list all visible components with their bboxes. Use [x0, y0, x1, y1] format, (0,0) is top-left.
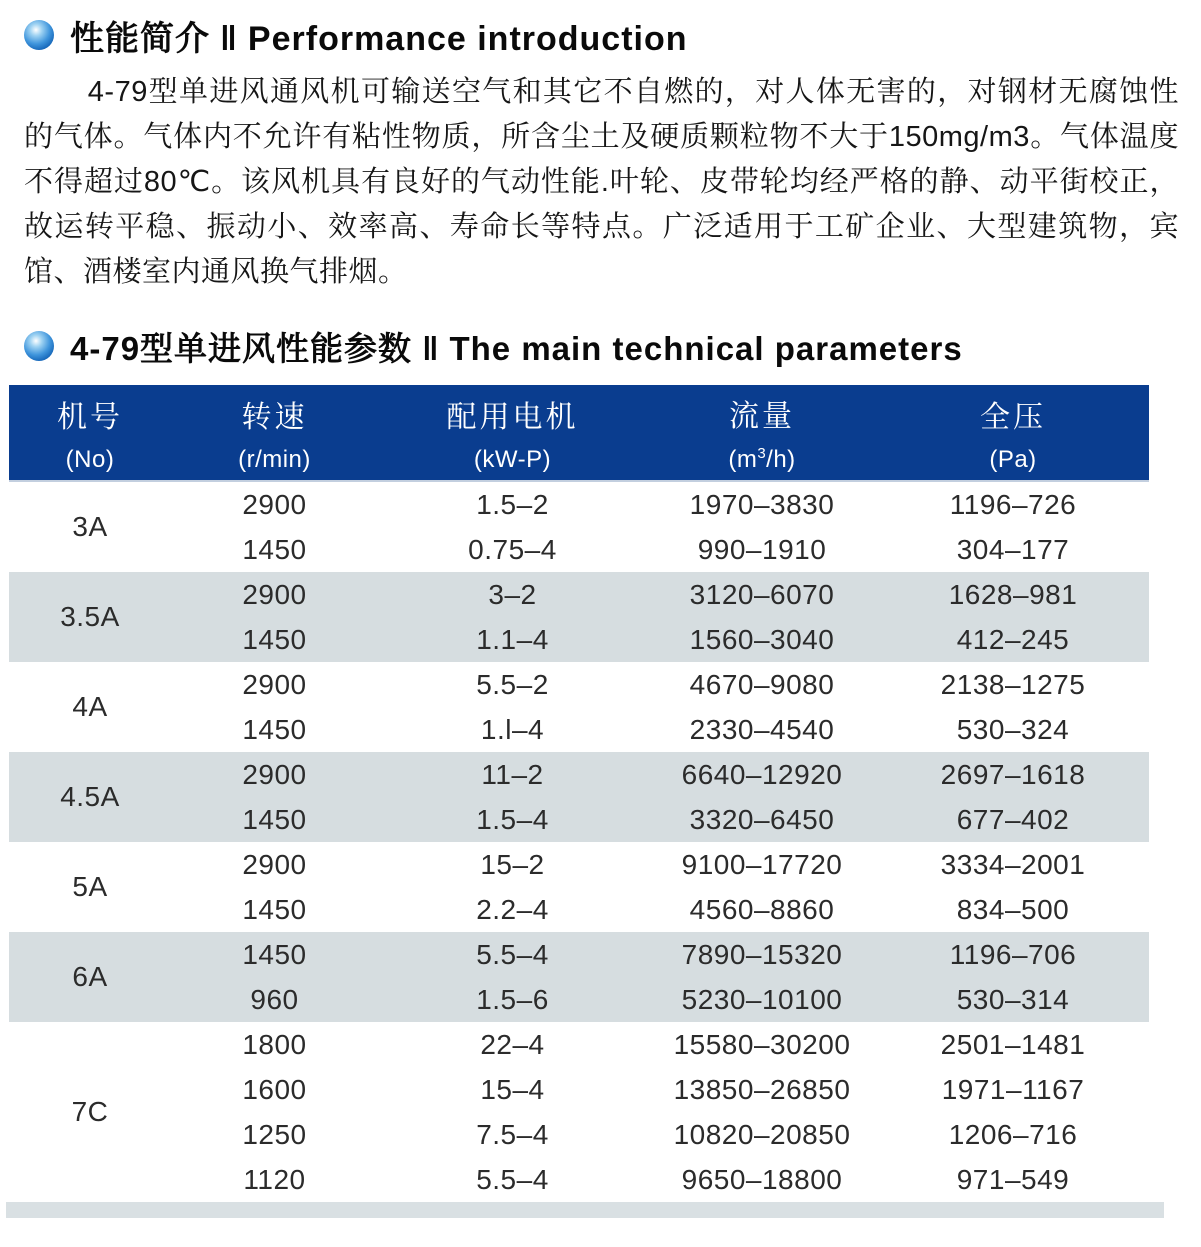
cell-pressure: 2501–1481 — [940, 1028, 1086, 1060]
cell-rpm: 1450 — [242, 713, 307, 745]
cell-flow: 2330–4540 — [689, 713, 835, 745]
cell-flow: 6640–12920 — [647, 752, 877, 797]
section2-title-en: The main technical parameters — [449, 329, 963, 367]
cell-motor: 1.1–4 — [378, 617, 647, 662]
title-divider: ‖ — [220, 19, 238, 58]
cell-motor: 7.5–4 — [476, 1118, 549, 1150]
cell-flow: 4560–8860 — [689, 893, 835, 925]
cell-pressure: 971–549 — [956, 1163, 1070, 1195]
cell-flow: 9650–18800 — [681, 1163, 843, 1195]
table-row — [9, 887, 1149, 932]
header-pressure: 全压 (Pa) — [877, 385, 1149, 481]
cell-pressure: 1628–981 — [877, 572, 1149, 617]
cell-flow: 1560–3040 — [647, 617, 877, 662]
section-performance-intro-heading — [24, 10, 1201, 60]
cell-motor: 0.75–4 — [468, 533, 557, 565]
table-row — [9, 932, 1149, 977]
section-parameters-heading — [24, 321, 1201, 371]
table-row — [9, 1112, 1149, 1157]
sphere-bullet-icon — [24, 331, 54, 361]
cell-motor: 1.5–4 — [378, 797, 647, 842]
table-row — [9, 842, 1149, 887]
cell-motor: 3–2 — [378, 572, 647, 617]
table-row — [9, 617, 1149, 662]
table-row — [9, 1067, 1149, 1112]
cell-flow: 13850–26850 — [673, 1073, 851, 1105]
cell-pressure: 834–500 — [956, 893, 1070, 925]
cell-motor: 1.5–6 — [378, 977, 647, 1022]
table-header-row — [9, 385, 1149, 481]
header-model-no: 机号 (No) — [9, 385, 171, 481]
cell-motor: 5.5–4 — [476, 1163, 549, 1195]
cell-pressure: 304–177 — [956, 533, 1070, 565]
cell-flow: 990–1910 — [697, 533, 827, 565]
cell-rpm: 2900 — [242, 488, 307, 520]
performance-parameters-table — [9, 385, 1149, 1202]
cell-flow: 5230–10100 — [647, 977, 877, 1022]
sphere-bullet-icon — [24, 20, 54, 50]
title-divider: ‖ — [422, 329, 440, 367]
cell-pressure: 1196–726 — [949, 488, 1077, 520]
cell-flow: 1970–3830 — [689, 488, 835, 520]
cell-pressure: 530–314 — [877, 977, 1149, 1022]
cell-rpm: 2900 — [171, 572, 378, 617]
table-row — [9, 797, 1149, 842]
cell-motor: 15–2 — [480, 848, 545, 880]
model-no-cell: 3.5A — [9, 572, 171, 662]
cell-rpm: 2900 — [242, 848, 307, 880]
model-no-cell: 4.5A — [9, 752, 171, 842]
cell-motor: 15–4 — [480, 1073, 545, 1105]
cell-flow: 4670–9080 — [689, 668, 835, 700]
table-row — [9, 977, 1149, 1022]
cell-flow: 3120–6070 — [647, 572, 877, 617]
cell-motor: 1.l–4 — [480, 713, 545, 745]
cell-rpm: 1250 — [242, 1118, 307, 1150]
cell-pressure: 2697–1618 — [877, 752, 1149, 797]
cell-motor: 22–4 — [480, 1028, 545, 1060]
cell-rpm: 2900 — [171, 752, 378, 797]
header-flow: 流量 $(m^3/h)$ — [647, 385, 877, 481]
cell-motor: 11–2 — [378, 752, 647, 797]
table-row — [9, 1157, 1149, 1202]
cell-flow: 7890–15320 — [647, 932, 877, 977]
table-row — [9, 481, 1149, 527]
cell-motor: 5.5–2 — [476, 668, 549, 700]
model-no-cell: 3A — [72, 511, 108, 542]
section2-title-zh: 4-79型单进风性能参数 — [70, 329, 413, 367]
table-row — [9, 1022, 1149, 1067]
cell-rpm: 1450 — [171, 617, 378, 662]
table-row — [9, 572, 1149, 617]
model-no-cell: 5A — [72, 871, 108, 902]
cell-rpm: 1600 — [242, 1073, 307, 1105]
section2-title — [70, 323, 963, 370]
cell-pressure: 530–324 — [956, 713, 1070, 745]
cell-motor: 2.2–4 — [476, 893, 549, 925]
cell-pressure: 412–245 — [877, 617, 1149, 662]
cell-pressure: 1971–1167 — [941, 1073, 1085, 1105]
model-no-cell: 6A — [9, 932, 171, 1022]
table-row — [9, 662, 1149, 707]
table-row — [9, 527, 1149, 572]
model-no-cell: 7C — [71, 1096, 109, 1127]
cell-pressure: 3334–2001 — [940, 848, 1086, 880]
cell-pressure: 2138–1275 — [940, 668, 1086, 700]
header-motor: 配用电机 (kW-P) — [378, 385, 647, 481]
cell-rpm: 1120 — [243, 1163, 306, 1195]
cell-flow: 9100–17720 — [681, 848, 843, 880]
cell-pressure: 1206–716 — [948, 1118, 1078, 1150]
section1-title-zh: 性能简介 — [70, 19, 210, 58]
intro-paragraph: 4-79型单进风通风机可输送空气和其它不自燃的，对人体无害的，对钢材无腐蚀性的气体。气体内不允许有粘性物质，所含尘土及硬质颗粒物不大于150mg/m3。气体温度不得超过80℃。该风机具有良好的气动性能.叶轮、皮带轮均经严格的静、动平街校正，故运转平稳、振动小、效率高、寿命长等特点。广泛适用于工矿企业、大型建筑物，宾馆、酒楼室内通风换气排烟。 — [24, 76, 1179, 288]
cell-rpm: 2900 — [242, 668, 307, 700]
partial-row-strip — [6, 1202, 1164, 1218]
cell-pressure: 1196–706 — [877, 932, 1149, 977]
section1-title — [70, 11, 688, 60]
cell-flow: 10820–20850 — [673, 1118, 851, 1150]
cell-rpm: 1450 — [242, 533, 307, 565]
cell-pressure: 677–402 — [877, 797, 1149, 842]
section1-title-en: Performance introduction — [247, 19, 688, 58]
cell-rpm: 1450 — [171, 932, 378, 977]
cell-rpm: 1450 — [171, 797, 378, 842]
table-row — [9, 752, 1149, 797]
cell-rpm: 1450 — [242, 893, 307, 925]
cell-rpm: 960 — [171, 977, 378, 1022]
cell-flow: 3320–6450 — [647, 797, 877, 842]
cell-motor: 5.5–4 — [378, 932, 647, 977]
model-no-cell: 4A — [72, 691, 108, 722]
cell-flow: 15580–30200 — [673, 1028, 851, 1060]
header-speed: 转速 (r/min) — [171, 385, 378, 481]
table-header — [9, 385, 1149, 481]
table-row — [9, 707, 1149, 752]
cell-motor: 1.5–2 — [476, 488, 549, 520]
cell-rpm: 1800 — [242, 1028, 307, 1060]
